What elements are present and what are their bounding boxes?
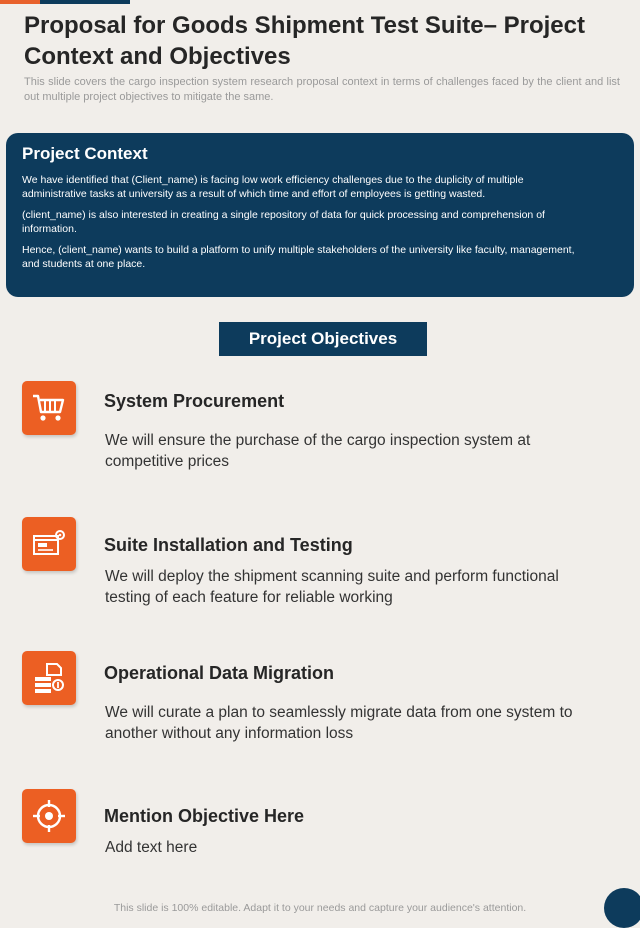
objective-title: Operational Data Migration xyxy=(104,663,335,683)
context-paragraph: We have identified that (Client_name) is facing low work efficiency challenges due to the duplicity of multiple administrative tasks at university as a result of which time and effort of employees is getting wasted. xyxy=(22,174,524,200)
footer-note: This slide is 100% editable. Adapt it to your needs and capture your audience's attention. xyxy=(113,902,527,914)
context-paragraph: Hence, (client_name) wants to build a platform to unify multiple stakeholders of the university like faculty, management, and students at one place. xyxy=(22,244,575,270)
data-migration-icon xyxy=(22,651,76,705)
objective-title: Suite Installation and Testing xyxy=(104,535,353,555)
project-context-title: Project Context xyxy=(22,144,148,163)
page-title: Proposal for Goods Shipment Test Suite– Project Context and Objectives xyxy=(24,12,585,70)
target-icon xyxy=(22,789,76,843)
page-subtitle: This slide covers the cargo inspection system research proposal context in terms of challenges faced by the client and list out multiple project objectives to mitigate the same. xyxy=(24,76,620,103)
project-objectives-header: Project Objectives xyxy=(219,322,427,356)
objective-description: We will curate a plan to seamlessly migrate data from one system to another without any information loss xyxy=(105,704,573,742)
accent-bar-orange xyxy=(0,0,40,4)
accent-bar-navy xyxy=(40,0,130,4)
installation-settings-icon xyxy=(22,517,76,571)
objective-title: System Procurement xyxy=(104,391,285,411)
project-context-panel xyxy=(6,133,634,297)
shopping-cart-icon xyxy=(22,381,76,435)
objective-title: Mention Objective Here xyxy=(104,806,305,826)
objective-description: We will deploy the shipment scanning suite and perform functional testing of each feature for reliable working xyxy=(105,568,559,606)
corner-decoration xyxy=(604,888,640,928)
context-paragraph: (client_name) is also interested in creating a single repository of data for quick processing and comprehension of information. xyxy=(22,209,545,235)
objective-description: We will ensure the purchase of the cargo inspection system at competitive prices xyxy=(105,432,531,470)
objective-description: Add text here xyxy=(105,839,198,856)
